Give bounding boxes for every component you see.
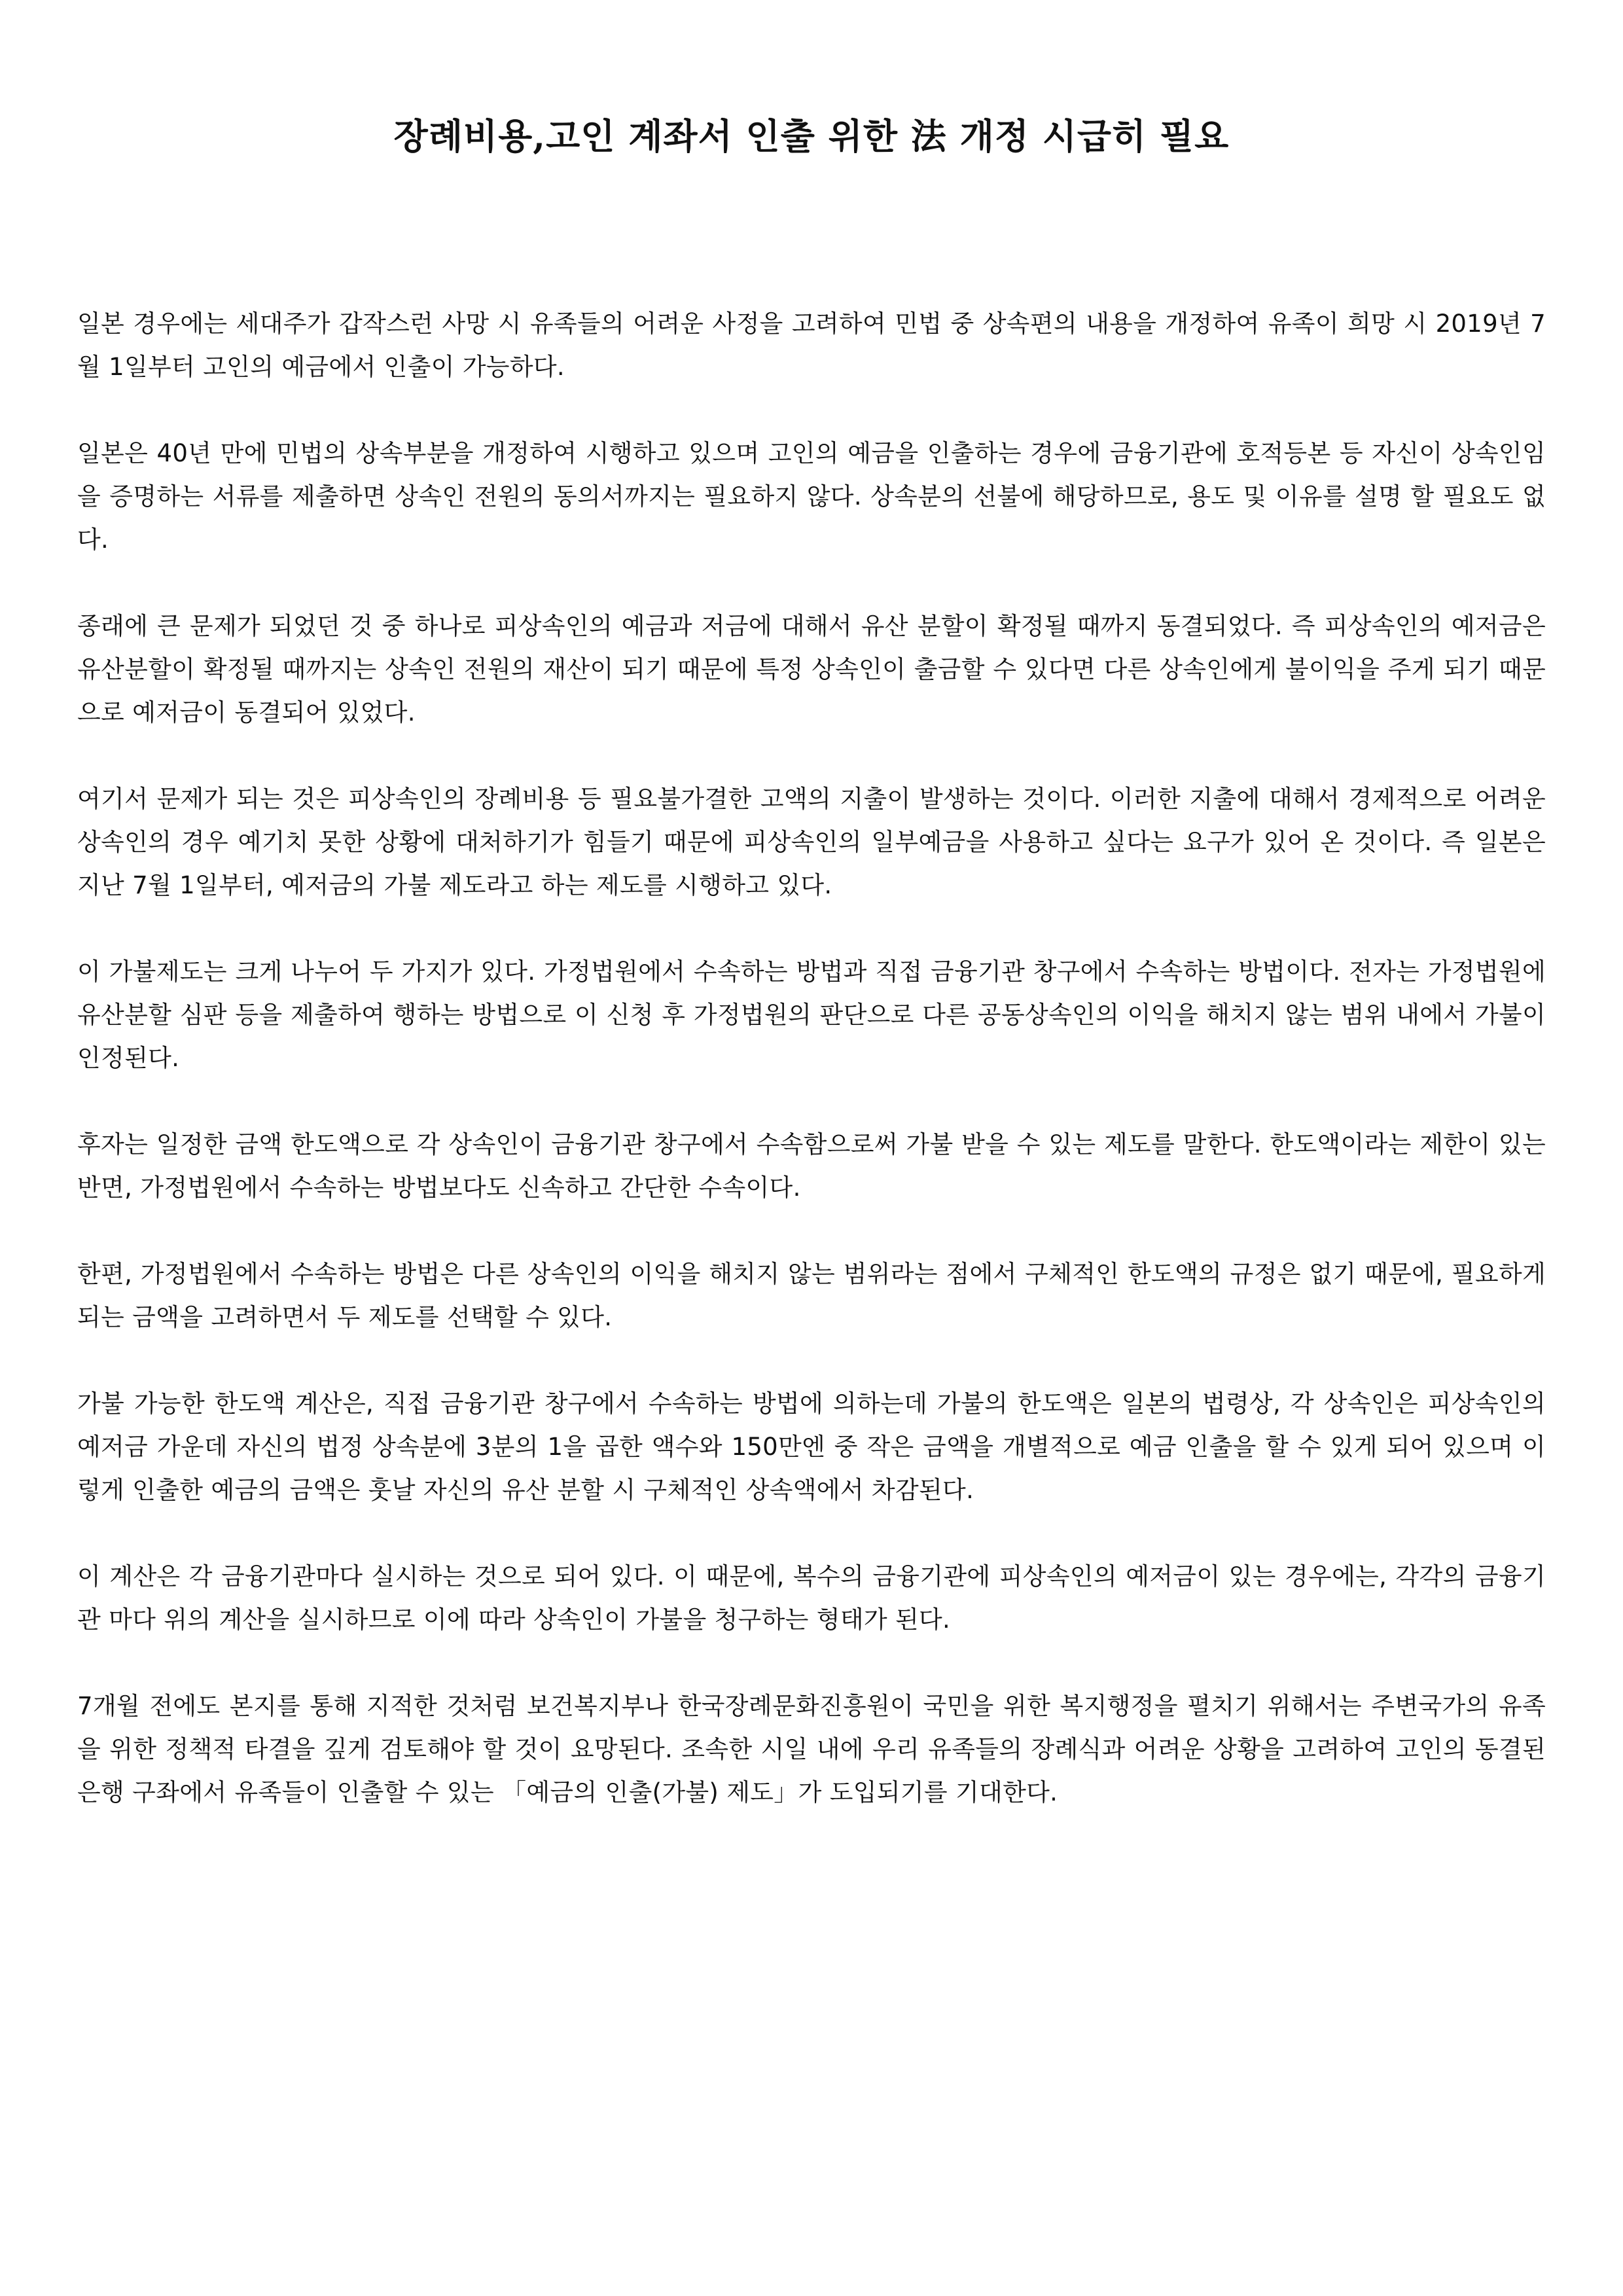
- paragraph-1: 일본 경우에는 세대주가 갑작스런 사망 시 유족들의 어려운 사정을 고려하여 민법 중 상속편의 내용을 개정하여 유족이 희망 시 2019년 7월 1일부터 고인의 예금에서 인출이 가능하다.: [77, 310, 1546, 381]
- paragraph-10: 7개월 전에도 본지를 통해 지적한 것처럼 보건복지부나 한국장례문화진흥원이 국민을 위한 복지행정을 펼치기 위해서는 주변국가의 유족을 위한 정책적 타결을 깊게 검토해야 할 것이 요망된다. 조속한 시일 내에 우리 유족들의 장례식과 어려운 상황을 고려하여 고인의 동결된 은행 구좌에서 유족들이 인출할 수 있는 「예금의 인출(가불) 제도」가 도입되기를 기대한다.: [77, 1692, 1546, 1806]
- paragraph-4: 여기서 문제가 되는 것은 피상속인의 장례비용 등 필요불가결한 고액의 지출이 발생하는 것이다. 이러한 지출에 대해서 경제적으로 어려운 상속인의 경우 예기치 못한 상황에 대처하기가 힘들기 때문에 피상속인의 일부예금을 사용하고 싶다는 요구가 있어 온 것이다. 즉 일본은 지난 7월 1일부터, 예저금의 가불 제도라고 하는 제도를 시행하고 있다.: [77, 785, 1546, 899]
- paragraph-5: 이 가불제도는 크게 나누어 두 가지가 있다. 가정법원에서 수속하는 방법과 직접 금융기관 창구에서 수속하는 방법이다. 전자는 가정법원에 유산분할 심판 등을 제출하여 행하는 방법으로 이 신청 후 가정법원의 판단으로 다른 공동상속인의 이익을 해치지 않는 범위 내에서 가불이 인정된다.: [77, 958, 1546, 1072]
- paragraph-3: 종래에 큰 문제가 되었던 것 중 하나로 피상속인의 예금과 저금에 대해서 유산 분할이 확정될 때까지 동결되었다. 즉 피상속인의 예저금은 유산분할이 확정될 때까지는 상속인 전원의 재산이 되기 때문에 특정 상속인이 출금할 수 있다면 다른 상속인에게 불이익을 주게 되기 때문으로 예저금이 동결되어 있었다.: [77, 612, 1546, 726]
- document-title: 장례비용,고인 계좌서 인출 위한 法 개정 시급히 필요: [393, 115, 1230, 157]
- paragraph-9: 이 계산은 각 금융기관마다 실시하는 것으로 되어 있다. 이 때문에, 복수의 금융기관에 피상속인의 예저금이 있는 경우에는, 각각의 금융기관 마다 위의 계산을 실시하므로 이에 따라 상속인이 가불을 청구하는 형태가 된다.: [77, 1562, 1546, 1634]
- paragraph-6: 후자는 일정한 금액 한도액으로 각 상속인이 금융기관 창구에서 수속함으로써 가불 받을 수 있는 제도를 말한다. 한도액이라는 제한이 있는 반면, 가정법원에서 수속하는 방법보다도 신속하고 간단한 수속이다.: [77, 1130, 1546, 1202]
- paragraph-8: 가불 가능한 한도액 계산은, 직접 금융기관 창구에서 수속하는 방법에 의하는데 가불의 한도액은 일본의 법령상, 각 상속인은 피상속인의 예저금 가운데 자신의 법정 상속분에 3분의 1을 곱한 액수와 150만엔 중 작은 금액을 개별적으로 예금 인출을 할 수 있게 되어 있으며 이렇게 인출한 예금의 금액은 훗날 자신의 유산 분할 시 구체적인 상속액에서 차감된다.: [77, 1390, 1546, 1504]
- document-body: [77, 302, 1546, 1857]
- paragraph-7: 한편, 가정법원에서 수속하는 방법은 다른 상속인의 이익을 해치지 않는 범위라는 점에서 구체적인 한도액의 규정은 없기 때문에, 필요하게 되는 금액을 고려하면서 두 제도를 선택할 수 있다.: [77, 1260, 1546, 1331]
- paragraph-2: 일본은 40년 만에 민법의 상속부분을 개정하여 시행하고 있으며 고인의 예금을 인출하는 경우에 금융기관에 호적등본 등 자신이 상속인임을 증명하는 서류를 제출하면 상속인 전원의 동의서까지는 필요하지 않다. 상속분의 선불에 해당하므로, 용도 및 이유를 설명 할 필요도 없다.: [77, 439, 1546, 554]
